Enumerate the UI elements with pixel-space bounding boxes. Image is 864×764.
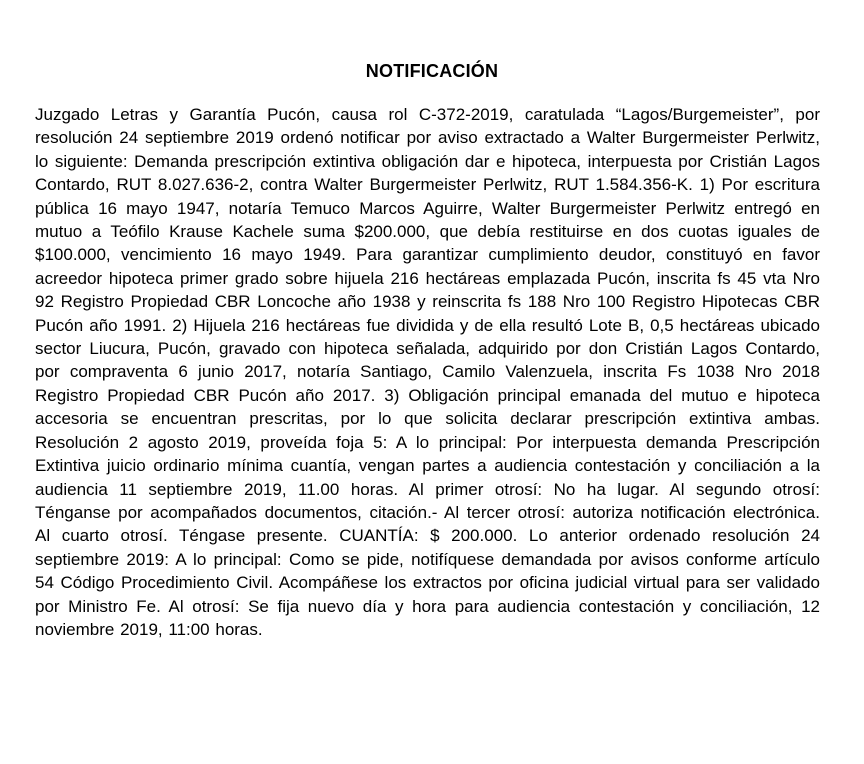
document-title: NOTIFICACIÓN (365, 61, 499, 81)
document-body-text: Juzgado Letras y Garantía Pucón, causa rol C-372-2019, caratulada “Lagos/Burgemeister”, por resolución 24 septiembre 2019 ordenó notificar por aviso extractado a Walter Burgermeister Perlwitz, lo siguiente: Demanda prescripción extintiva obligación dar e hipoteca, interpuesta por Cristián Lagos Contardo, RUT 8.027.636-2, contra Walter Burgermeister Perlwitz, RUT 1.584.356-K. 1) Por escritura pública 16 mayo 1947, notaría Temuco Marcos Aguirre, Walter Burgermeister Perlwitz entregó en mutuo a Teófilo Krause Kachele suma $200.000, que debía restituirse en dos cuotas iguales de $100.000, vencimiento 16 mayo 1949. Para garantizar cumplimiento deudor, constituyó en favor acreedor hipoteca primer grado sobre hijuela 216 hectáreas emplazada Pucón, inscrita fs 45 vta Nro 92 Registro Propiedad CBR Loncoche año 1938 y reinscrita fs 188 Nro 100 Registro Hipotecas CBR Pucón año 1991. 2) Hijuela 216 hectáreas fue dividida y de ella resultó Lote B, 0,5 hectáreas ubicado sector Liucura, Pucón, gravado con hipoteca señalada, adquirido por don Cristián Lagos Contardo, por compraventa 6 junio 2017, notaría Santiago, Camilo Valenzuela, inscrita Fs 1038 Nro 2018 Registro Propiedad CBR Pucón año 2017. 3) Obligación principal emanada del mutuo e hipoteca accesoria se encuentran prescritas, por lo que solicita declarar prescripción extintiva ambas. Resolución 2 agosto 2019, proveída foja 5: A lo principal: Por interpuesta demanda Prescripción Extintiva juicio ordinario mínima cuantía, vengan partes a audiencia contestación y conciliación a la audiencia 11 septiembre 2019, 11.00 horas. Al primer otrosí: No ha lugar. Al segundo otrosí: Ténganse por acompañados documentos, citación.- Al tercer otrosí: autoriza notificación electrónica. Al cuarto otrosí. Téngase presente. CUANTÍA: $ 200.000. Lo anterior ordenado resolución 24 septiembre 2019: A lo principal: Como se pide, notifíquese demandada por avisos conforme artículo 54 Código Procedimiento Civil. Acompáñese los extractos por oficina judicial virtual para ser validado por Ministro Fe. Al otrosí: Se fija nuevo día y hora para audiencia contestación y conciliación, 12 noviembre 2019, 11:00 horas. (35, 105, 820, 639)
